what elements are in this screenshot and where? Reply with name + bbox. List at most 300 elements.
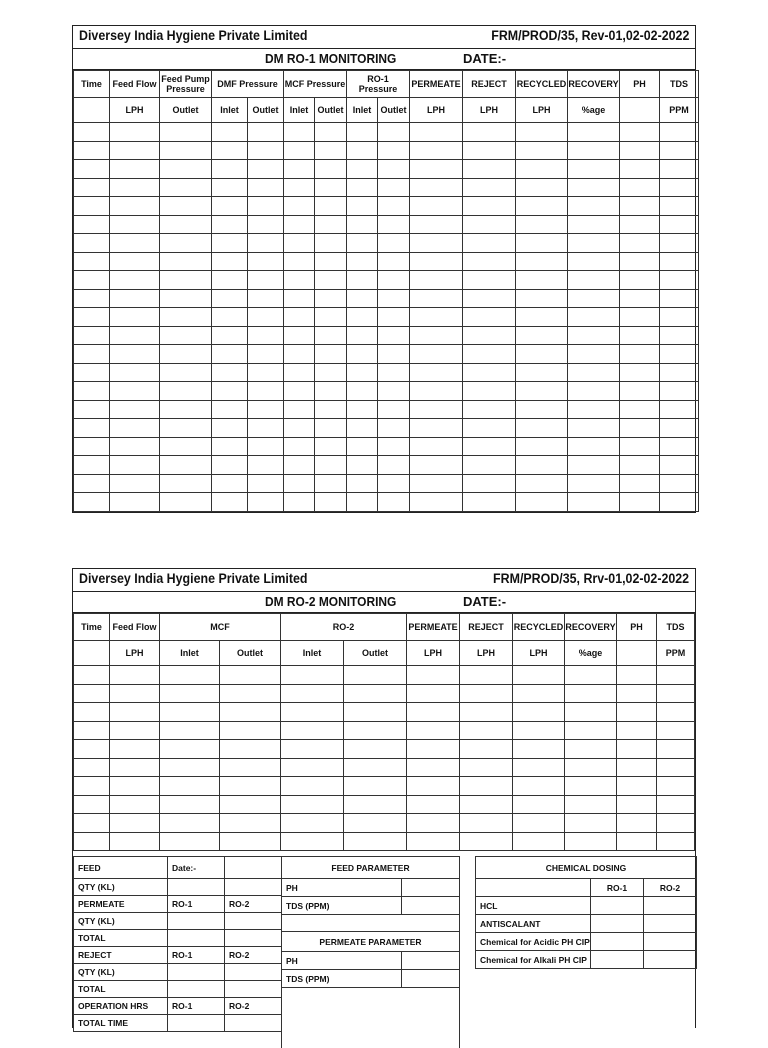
entry-cell[interactable] <box>212 308 248 327</box>
entry-cell[interactable] <box>110 271 160 290</box>
entry-cell[interactable] <box>660 252 699 271</box>
entry-cell[interactable] <box>660 474 699 493</box>
entry-cell[interactable] <box>344 684 407 703</box>
entry-cell[interactable] <box>620 456 660 475</box>
entry-cell[interactable] <box>344 721 407 740</box>
entry-cell[interactable] <box>568 178 620 197</box>
entry-cell[interactable] <box>568 252 620 271</box>
entry-cell[interactable] <box>160 363 212 382</box>
entry-cell[interactable] <box>657 795 695 814</box>
entry-cell[interactable] <box>110 758 160 777</box>
entry-cell[interactable] <box>620 234 660 253</box>
entry-cell[interactable] <box>248 382 284 401</box>
entry-cell[interactable] <box>410 419 463 438</box>
entry-cell[interactable] <box>110 215 160 234</box>
entry-cell[interactable] <box>378 382 410 401</box>
entry-cell[interactable] <box>516 178 568 197</box>
entry-cell[interactable] <box>407 721 460 740</box>
entry-cell[interactable] <box>378 197 410 216</box>
entry-cell[interactable] <box>568 456 620 475</box>
entry-cell[interactable] <box>212 234 248 253</box>
entry-cell[interactable] <box>513 721 565 740</box>
entry-cell[interactable] <box>284 456 315 475</box>
entry-cell[interactable] <box>620 400 660 419</box>
entry-cell[interactable] <box>110 252 160 271</box>
entry-cell[interactable] <box>516 382 568 401</box>
entry-cell[interactable] <box>281 721 344 740</box>
entry-cell[interactable] <box>463 289 516 308</box>
entry-cell[interactable] <box>463 123 516 142</box>
entry-cell[interactable] <box>620 160 660 179</box>
entry-cell[interactable] <box>160 123 212 142</box>
entry-cell[interactable] <box>463 215 516 234</box>
entry-cell[interactable] <box>248 289 284 308</box>
entry-cell[interactable] <box>284 400 315 419</box>
entry-cell[interactable] <box>248 437 284 456</box>
entry-cell[interactable] <box>284 326 315 345</box>
entry-cell[interactable] <box>160 456 212 475</box>
entry-cell[interactable] <box>281 814 344 833</box>
entry-cell[interactable] <box>620 252 660 271</box>
entry-cell[interactable] <box>565 777 617 796</box>
entry-cell[interactable] <box>516 474 568 493</box>
entry-cell[interactable] <box>347 178 378 197</box>
entry-cell[interactable] <box>248 178 284 197</box>
entry-cell[interactable] <box>281 684 344 703</box>
entry-cell[interactable] <box>212 419 248 438</box>
entry-cell[interactable] <box>568 400 620 419</box>
entry-cell[interactable] <box>463 160 516 179</box>
entry-cell[interactable] <box>160 474 212 493</box>
entry-cell[interactable] <box>74 456 110 475</box>
entry-cell[interactable] <box>660 326 699 345</box>
entry-cell[interactable] <box>212 123 248 142</box>
entry-cell[interactable] <box>620 289 660 308</box>
entry-cell[interactable] <box>463 252 516 271</box>
entry-cell[interactable] <box>410 271 463 290</box>
entry-cell[interactable] <box>74 832 110 851</box>
entry-cell[interactable] <box>110 703 160 722</box>
entry-cell[interactable] <box>160 684 220 703</box>
entry-cell[interactable] <box>378 141 410 160</box>
entry-cell[interactable] <box>617 721 657 740</box>
entry-cell[interactable] <box>617 684 657 703</box>
entry-cell[interactable] <box>463 437 516 456</box>
entry-cell[interactable] <box>160 345 212 364</box>
entry-cell[interactable] <box>248 363 284 382</box>
entry-cell[interactable] <box>378 289 410 308</box>
entry-cell[interactable] <box>284 363 315 382</box>
entry-cell[interactable] <box>212 493 248 512</box>
entry-cell[interactable] <box>347 437 378 456</box>
entry-cell[interactable] <box>568 234 620 253</box>
entry-cell[interactable] <box>110 141 160 160</box>
entry-cell[interactable] <box>284 141 315 160</box>
entry-cell[interactable] <box>284 123 315 142</box>
entry-cell[interactable] <box>74 252 110 271</box>
entry-cell[interactable] <box>463 326 516 345</box>
entry-cell[interactable] <box>410 345 463 364</box>
entry-cell[interactable] <box>620 308 660 327</box>
entry-cell[interactable] <box>565 721 617 740</box>
entry-cell[interactable] <box>110 474 160 493</box>
entry-cell[interactable] <box>378 474 410 493</box>
entry-cell[interactable] <box>565 740 617 759</box>
entry-cell[interactable] <box>110 721 160 740</box>
entry-cell[interactable] <box>74 666 110 685</box>
entry-cell[interactable] <box>513 777 565 796</box>
entry-cell[interactable] <box>620 178 660 197</box>
entry-cell[interactable] <box>212 289 248 308</box>
entry-cell[interactable] <box>110 123 160 142</box>
entry-cell[interactable] <box>378 234 410 253</box>
entry-cell[interactable] <box>160 308 212 327</box>
entry-cell[interactable] <box>516 123 568 142</box>
entry-cell[interactable] <box>110 178 160 197</box>
entry-cell[interactable] <box>460 758 513 777</box>
entry-cell[interactable] <box>315 123 347 142</box>
entry-cell[interactable] <box>74 777 110 796</box>
entry-cell[interactable] <box>347 382 378 401</box>
entry-cell[interactable] <box>74 289 110 308</box>
entry-cell[interactable] <box>248 160 284 179</box>
entry-cell[interactable] <box>315 326 347 345</box>
entry-cell[interactable] <box>617 758 657 777</box>
entry-cell[interactable] <box>160 493 212 512</box>
entry-cell[interactable] <box>160 252 212 271</box>
entry-cell[interactable] <box>620 474 660 493</box>
entry-cell[interactable] <box>74 234 110 253</box>
entry-cell[interactable] <box>110 160 160 179</box>
entry-cell[interactable] <box>212 160 248 179</box>
entry-cell[interactable] <box>347 326 378 345</box>
entry-cell[interactable] <box>220 758 281 777</box>
entry-cell[interactable] <box>620 345 660 364</box>
entry-cell[interactable] <box>212 437 248 456</box>
entry-cell[interactable] <box>74 345 110 364</box>
entry-cell[interactable] <box>284 493 315 512</box>
entry-cell[interactable] <box>281 740 344 759</box>
entry-cell[interactable] <box>281 666 344 685</box>
entry-cell[interactable] <box>248 345 284 364</box>
entry-cell[interactable] <box>407 795 460 814</box>
entry-cell[interactable] <box>212 178 248 197</box>
entry-cell[interactable] <box>315 252 347 271</box>
entry-cell[interactable] <box>248 197 284 216</box>
entry-cell[interactable] <box>160 160 212 179</box>
entry-cell[interactable] <box>315 382 347 401</box>
entry-cell[interactable] <box>74 160 110 179</box>
entry-cell[interactable] <box>284 160 315 179</box>
entry-cell[interactable] <box>110 456 160 475</box>
entry-cell[interactable] <box>74 141 110 160</box>
entry-cell[interactable] <box>407 832 460 851</box>
entry-cell[interactable] <box>516 197 568 216</box>
entry-cell[interactable] <box>463 493 516 512</box>
entry-cell[interactable] <box>463 382 516 401</box>
entry-cell[interactable] <box>74 795 110 814</box>
entry-cell[interactable] <box>110 289 160 308</box>
entry-cell[interactable] <box>248 141 284 160</box>
entry-cell[interactable] <box>74 419 110 438</box>
entry-cell[interactable] <box>248 234 284 253</box>
entry-cell[interactable] <box>516 308 568 327</box>
entry-cell[interactable] <box>660 141 699 160</box>
entry-cell[interactable] <box>460 684 513 703</box>
entry-cell[interactable] <box>220 740 281 759</box>
entry-cell[interactable] <box>248 215 284 234</box>
entry-cell[interactable] <box>620 123 660 142</box>
entry-cell[interactable] <box>315 234 347 253</box>
entry-cell[interactable] <box>378 271 410 290</box>
entry-cell[interactable] <box>378 419 410 438</box>
entry-cell[interactable] <box>344 777 407 796</box>
entry-cell[interactable] <box>160 215 212 234</box>
entry-cell[interactable] <box>160 777 220 796</box>
entry-cell[interactable] <box>513 795 565 814</box>
entry-cell[interactable] <box>347 160 378 179</box>
entry-cell[interactable] <box>160 814 220 833</box>
entry-cell[interactable] <box>315 345 347 364</box>
entry-cell[interactable] <box>407 684 460 703</box>
entry-cell[interactable] <box>344 703 407 722</box>
entry-cell[interactable] <box>460 721 513 740</box>
entry-cell[interactable] <box>410 141 463 160</box>
entry-cell[interactable] <box>620 215 660 234</box>
entry-cell[interactable] <box>110 684 160 703</box>
entry-cell[interactable] <box>620 271 660 290</box>
entry-cell[interactable] <box>657 684 695 703</box>
entry-cell[interactable] <box>410 474 463 493</box>
entry-cell[interactable] <box>281 832 344 851</box>
entry-cell[interactable] <box>407 740 460 759</box>
entry-cell[interactable] <box>74 363 110 382</box>
entry-cell[interactable] <box>617 740 657 759</box>
entry-cell[interactable] <box>568 289 620 308</box>
entry-cell[interactable] <box>248 271 284 290</box>
entry-cell[interactable] <box>568 419 620 438</box>
entry-cell[interactable] <box>315 493 347 512</box>
entry-cell[interactable] <box>620 363 660 382</box>
entry-cell[interactable] <box>248 493 284 512</box>
entry-cell[interactable] <box>347 215 378 234</box>
entry-cell[interactable] <box>460 832 513 851</box>
entry-cell[interactable] <box>74 400 110 419</box>
entry-cell[interactable] <box>347 456 378 475</box>
entry-cell[interactable] <box>620 493 660 512</box>
entry-cell[interactable] <box>516 419 568 438</box>
entry-cell[interactable] <box>220 703 281 722</box>
entry-cell[interactable] <box>220 777 281 796</box>
entry-cell[interactable] <box>212 141 248 160</box>
entry-cell[interactable] <box>248 308 284 327</box>
entry-cell[interactable] <box>513 703 565 722</box>
entry-cell[interactable] <box>620 197 660 216</box>
entry-cell[interactable] <box>315 141 347 160</box>
entry-cell[interactable] <box>516 252 568 271</box>
entry-cell[interactable] <box>568 382 620 401</box>
entry-cell[interactable] <box>657 703 695 722</box>
entry-cell[interactable] <box>513 740 565 759</box>
entry-cell[interactable] <box>657 814 695 833</box>
entry-cell[interactable] <box>513 814 565 833</box>
entry-cell[interactable] <box>315 178 347 197</box>
entry-cell[interactable] <box>568 474 620 493</box>
entry-cell[interactable] <box>463 271 516 290</box>
entry-cell[interactable] <box>660 308 699 327</box>
entry-cell[interactable] <box>378 437 410 456</box>
entry-cell[interactable] <box>284 289 315 308</box>
entry-cell[interactable] <box>568 363 620 382</box>
entry-cell[interactable] <box>74 474 110 493</box>
entry-cell[interactable] <box>620 326 660 345</box>
entry-cell[interactable] <box>212 363 248 382</box>
entry-cell[interactable] <box>463 363 516 382</box>
entry-cell[interactable] <box>565 795 617 814</box>
entry-cell[interactable] <box>315 271 347 290</box>
entry-cell[interactable] <box>407 758 460 777</box>
entry-cell[interactable] <box>284 382 315 401</box>
entry-cell[interactable] <box>344 740 407 759</box>
entry-cell[interactable] <box>660 382 699 401</box>
entry-cell[interactable] <box>248 419 284 438</box>
entry-cell[interactable] <box>212 474 248 493</box>
entry-cell[interactable] <box>110 795 160 814</box>
entry-cell[interactable] <box>284 419 315 438</box>
entry-cell[interactable] <box>660 271 699 290</box>
entry-cell[interactable] <box>516 493 568 512</box>
entry-cell[interactable] <box>660 437 699 456</box>
entry-cell[interactable] <box>347 123 378 142</box>
entry-cell[interactable] <box>220 684 281 703</box>
entry-cell[interactable] <box>74 197 110 216</box>
entry-cell[interactable] <box>568 215 620 234</box>
entry-cell[interactable] <box>74 721 110 740</box>
entry-cell[interactable] <box>617 795 657 814</box>
entry-cell[interactable] <box>315 308 347 327</box>
entry-cell[interactable] <box>344 666 407 685</box>
entry-cell[interactable] <box>160 437 212 456</box>
entry-cell[interactable] <box>160 326 212 345</box>
entry-cell[interactable] <box>284 308 315 327</box>
entry-cell[interactable] <box>460 777 513 796</box>
entry-cell[interactable] <box>657 777 695 796</box>
entry-cell[interactable] <box>74 437 110 456</box>
entry-cell[interactable] <box>657 832 695 851</box>
entry-cell[interactable] <box>160 758 220 777</box>
entry-cell[interactable] <box>660 215 699 234</box>
entry-cell[interactable] <box>660 493 699 512</box>
entry-cell[interactable] <box>565 814 617 833</box>
entry-cell[interactable] <box>74 308 110 327</box>
entry-cell[interactable] <box>110 308 160 327</box>
entry-cell[interactable] <box>568 326 620 345</box>
entry-cell[interactable] <box>568 197 620 216</box>
entry-cell[interactable] <box>110 814 160 833</box>
entry-cell[interactable] <box>315 456 347 475</box>
entry-cell[interactable] <box>212 345 248 364</box>
entry-cell[interactable] <box>378 178 410 197</box>
entry-cell[interactable] <box>160 832 220 851</box>
entry-cell[interactable] <box>660 456 699 475</box>
entry-cell[interactable] <box>284 271 315 290</box>
entry-cell[interactable] <box>378 345 410 364</box>
entry-cell[interactable] <box>378 363 410 382</box>
entry-cell[interactable] <box>284 197 315 216</box>
entry-cell[interactable] <box>410 493 463 512</box>
entry-cell[interactable] <box>212 400 248 419</box>
entry-cell[interactable] <box>160 141 212 160</box>
entry-cell[interactable] <box>657 740 695 759</box>
entry-cell[interactable] <box>513 666 565 685</box>
entry-cell[interactable] <box>620 382 660 401</box>
entry-cell[interactable] <box>110 345 160 364</box>
entry-cell[interactable] <box>513 832 565 851</box>
entry-cell[interactable] <box>110 493 160 512</box>
entry-cell[interactable] <box>344 758 407 777</box>
entry-cell[interactable] <box>212 252 248 271</box>
entry-cell[interactable] <box>660 197 699 216</box>
entry-cell[interactable] <box>347 400 378 419</box>
entry-cell[interactable] <box>660 123 699 142</box>
entry-cell[interactable] <box>110 666 160 685</box>
entry-cell[interactable] <box>378 252 410 271</box>
entry-cell[interactable] <box>74 382 110 401</box>
entry-cell[interactable] <box>212 456 248 475</box>
entry-cell[interactable] <box>347 271 378 290</box>
entry-cell[interactable] <box>516 437 568 456</box>
entry-cell[interactable] <box>284 215 315 234</box>
entry-cell[interactable] <box>347 419 378 438</box>
entry-cell[interactable] <box>74 758 110 777</box>
entry-cell[interactable] <box>212 382 248 401</box>
entry-cell[interactable] <box>160 178 212 197</box>
entry-cell[interactable] <box>460 814 513 833</box>
entry-cell[interactable] <box>74 703 110 722</box>
entry-cell[interactable] <box>463 400 516 419</box>
entry-cell[interactable] <box>463 419 516 438</box>
entry-cell[interactable] <box>110 400 160 419</box>
entry-cell[interactable] <box>74 814 110 833</box>
entry-cell[interactable] <box>284 178 315 197</box>
entry-cell[interactable] <box>220 832 281 851</box>
entry-cell[interactable] <box>463 178 516 197</box>
entry-cell[interactable] <box>568 160 620 179</box>
entry-cell[interactable] <box>315 215 347 234</box>
entry-cell[interactable] <box>565 832 617 851</box>
entry-cell[interactable] <box>410 326 463 345</box>
entry-cell[interactable] <box>410 289 463 308</box>
entry-cell[interactable] <box>516 289 568 308</box>
entry-cell[interactable] <box>410 160 463 179</box>
entry-cell[interactable] <box>110 419 160 438</box>
entry-cell[interactable] <box>110 777 160 796</box>
entry-cell[interactable] <box>281 795 344 814</box>
entry-cell[interactable] <box>344 795 407 814</box>
entry-cell[interactable] <box>378 123 410 142</box>
entry-cell[interactable] <box>660 234 699 253</box>
entry-cell[interactable] <box>463 308 516 327</box>
entry-cell[interactable] <box>657 721 695 740</box>
entry-cell[interactable] <box>410 252 463 271</box>
entry-cell[interactable] <box>284 474 315 493</box>
entry-cell[interactable] <box>516 271 568 290</box>
entry-cell[interactable] <box>315 289 347 308</box>
entry-cell[interactable] <box>110 326 160 345</box>
entry-cell[interactable] <box>212 197 248 216</box>
entry-cell[interactable] <box>315 437 347 456</box>
entry-cell[interactable] <box>347 252 378 271</box>
